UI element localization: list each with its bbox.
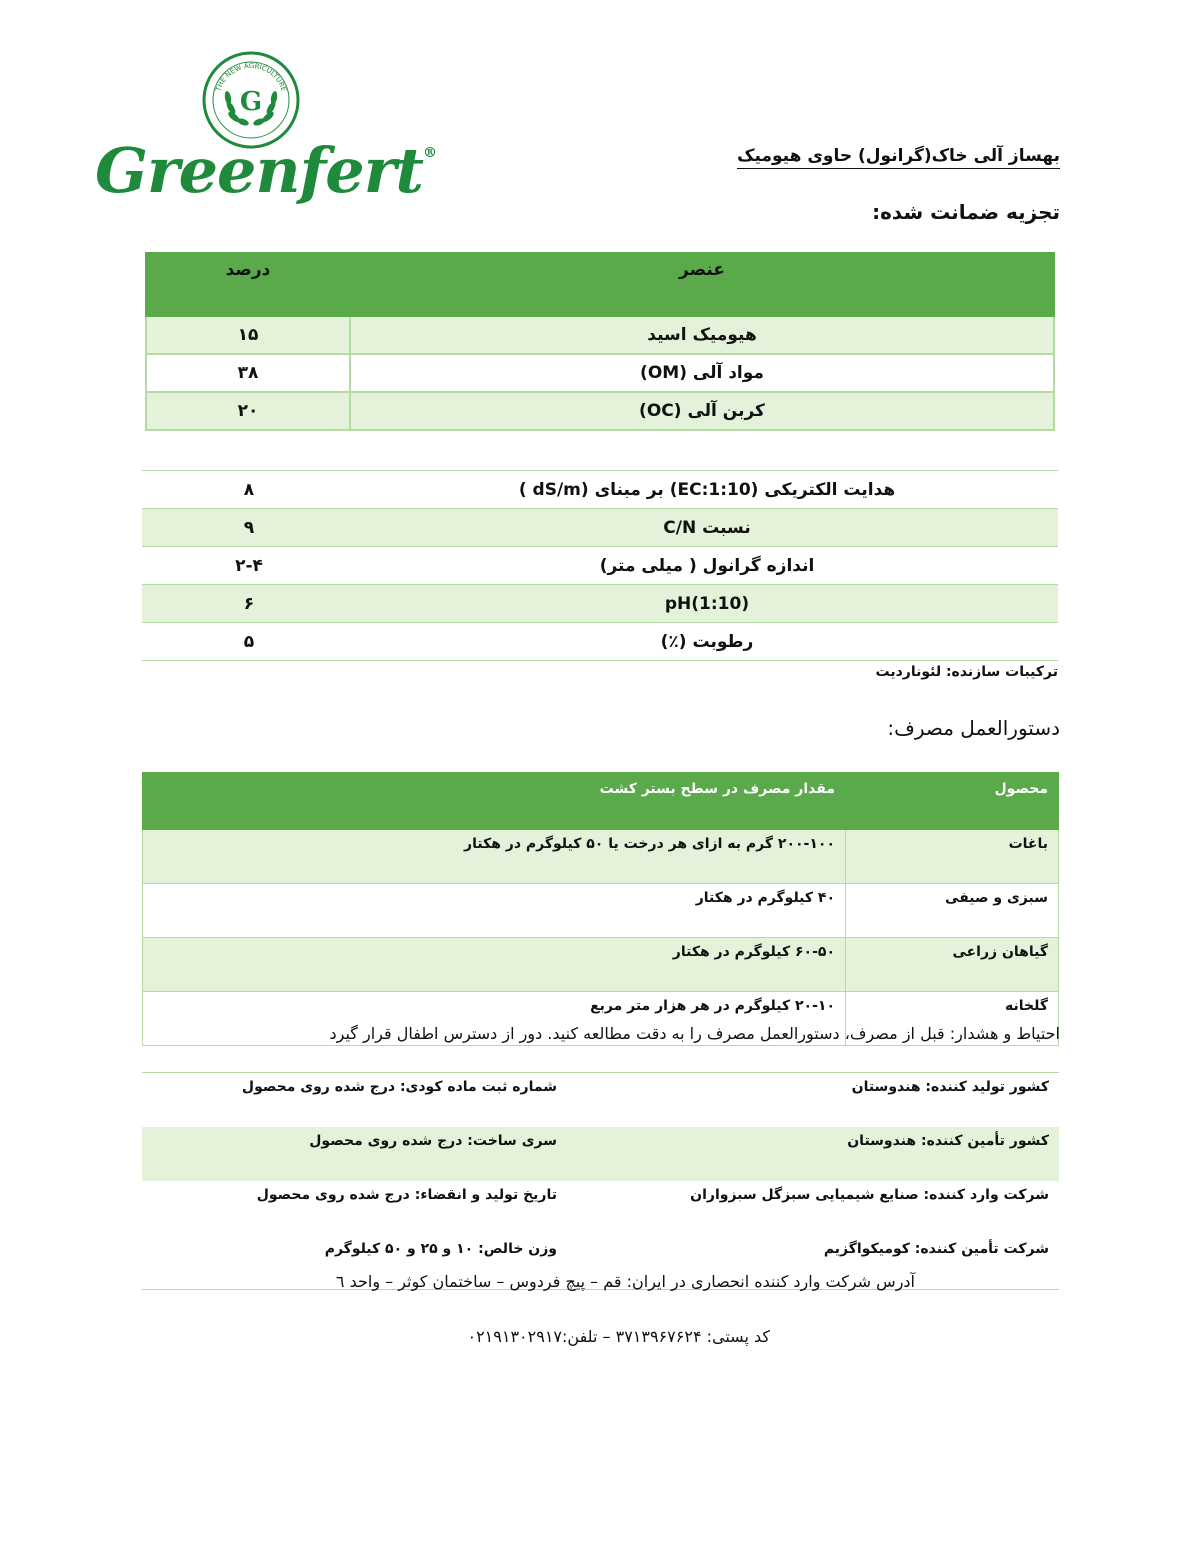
greenfert-logo xyxy=(95,48,437,218)
info-cell-left: وزن خالص: ۱۰ و ۲۵ و ۵۰ کیلوگرم xyxy=(142,1235,567,1290)
info-cell-right: شرکت وارد کننده: صنایع شیمیایی سبزگل سبزواران xyxy=(690,1187,1049,1203)
info-table xyxy=(142,1072,1059,1290)
table-row xyxy=(142,623,1058,661)
properties-table xyxy=(142,470,1058,661)
document-title: بهساز آلی خاک(گرانول) حاوی هیومیک xyxy=(737,146,1060,169)
column-header-percent: درصد xyxy=(146,253,350,316)
property-value: ۸ xyxy=(142,471,356,509)
property-label: هدایت الکتریکی (EC:1:10) بر مبنای (dS/m ) xyxy=(356,471,1058,509)
table-row xyxy=(142,547,1058,585)
amount-cell: ۲۰-۱۰ کیلوگرم در هر هزار متر مربع xyxy=(143,992,846,1046)
table-header-row xyxy=(146,253,1054,316)
column-header-amount: مقدار مصرف در سطح بستر کشت xyxy=(143,773,846,830)
element-cell: هیومیک اسید xyxy=(350,316,1054,354)
percent-cell: ۳۸ xyxy=(146,354,350,392)
property-label: اندازه گرانول ( میلی متر) xyxy=(356,547,1058,585)
amount-cell: ۴۰ کیلوگرم در هکتار xyxy=(143,884,846,938)
product-cell: سبزی و صیفی xyxy=(846,884,1059,938)
table-row xyxy=(142,1127,1059,1181)
svg-text:THE NEW AGRICULTURE: THE NEW AGRICULTURE xyxy=(214,61,288,93)
property-value: ۶ xyxy=(142,585,356,623)
table-row xyxy=(142,1073,1059,1128)
percent-cell: ۲۰ xyxy=(146,392,350,430)
table-row xyxy=(146,392,1054,430)
table-row xyxy=(143,830,1059,884)
column-header-element: عنصر xyxy=(350,253,1054,316)
table-row xyxy=(143,884,1059,938)
info-cell-left: شماره ثبت ماده کودی: درج شده روی محصول xyxy=(142,1073,567,1128)
info-cell-right: کشور تولید کننده: هندوستان xyxy=(567,1073,1059,1128)
svg-text:G: G xyxy=(239,87,263,117)
analysis-table xyxy=(145,252,1055,431)
percent-cell: ۱۵ xyxy=(146,316,350,354)
contact-info: کد پستی: ۳۷۱۳۹۶۷۶۲۴ – تلفن:۰۲۱۹۱۳۰۲۹۱۷ xyxy=(467,1327,770,1346)
info-cell-right: کشور تأمین کننده: هندوستان xyxy=(567,1127,1059,1181)
table-row xyxy=(146,354,1054,392)
property-label: رطوبت (٪) xyxy=(356,623,1058,661)
table-row xyxy=(143,938,1059,992)
info-cell-left: سری ساخت: درج شده روی محصول xyxy=(142,1127,567,1181)
property-value: ۲-۴ xyxy=(142,547,356,585)
table-row xyxy=(142,471,1058,509)
column-header-product: محصول xyxy=(846,773,1059,830)
element-cell: مواد آلی (OM) xyxy=(350,354,1054,392)
product-cell: گلخانه xyxy=(846,992,1059,1046)
warning-text: احتیاط و هشدار: قبل از مصرف، دستورالعمل مصرف را به دقت مطالعه کنید. دور از دسترس اطفال قرار گیرد xyxy=(329,1024,1060,1043)
info-cell-left: تاریخ تولید و انقضاء: درج شده روی محصول xyxy=(256,1187,557,1203)
amount-cell: ۶۰-۵۰ کیلوگرم در هکتار xyxy=(143,938,846,992)
info-cell-right: شرکت تأمین کننده: کومیکواگزیم xyxy=(567,1235,1059,1290)
product-cell: باغات xyxy=(846,830,1059,884)
importer-address: آدرس شرکت وارد کننده انحصاری در ایران: قم – پیچ فردوس – ساختمان کوثر – واحد ٦ xyxy=(335,1272,915,1291)
brand-name: Greenfert® xyxy=(95,134,437,207)
components-note: ترکیبات سازنده: لئوناردیت xyxy=(875,664,1058,680)
table-header-row xyxy=(143,773,1059,830)
table-row xyxy=(142,1181,1059,1235)
usage-table xyxy=(142,772,1059,1046)
analysis-title: تجزیه ضمانت شده: xyxy=(872,200,1060,224)
table-row xyxy=(146,316,1054,354)
property-value: ۹ xyxy=(142,509,356,547)
property-value: ۵ xyxy=(142,623,356,661)
amount-cell: ۲۰۰-۱۰۰ گرم به ازای هر درخت یا ۵۰ کیلوگرم در هکتار xyxy=(143,830,846,884)
product-cell: گیاهان زراعی xyxy=(846,938,1059,992)
element-cell: کربن آلی (OC) xyxy=(350,392,1054,430)
property-label: نسبت C/N xyxy=(356,509,1058,547)
table-row xyxy=(142,509,1058,547)
usage-title: دستورالعمل مصرف: xyxy=(887,716,1060,740)
property-label: pH(1:10) xyxy=(356,585,1058,623)
table-row xyxy=(142,585,1058,623)
